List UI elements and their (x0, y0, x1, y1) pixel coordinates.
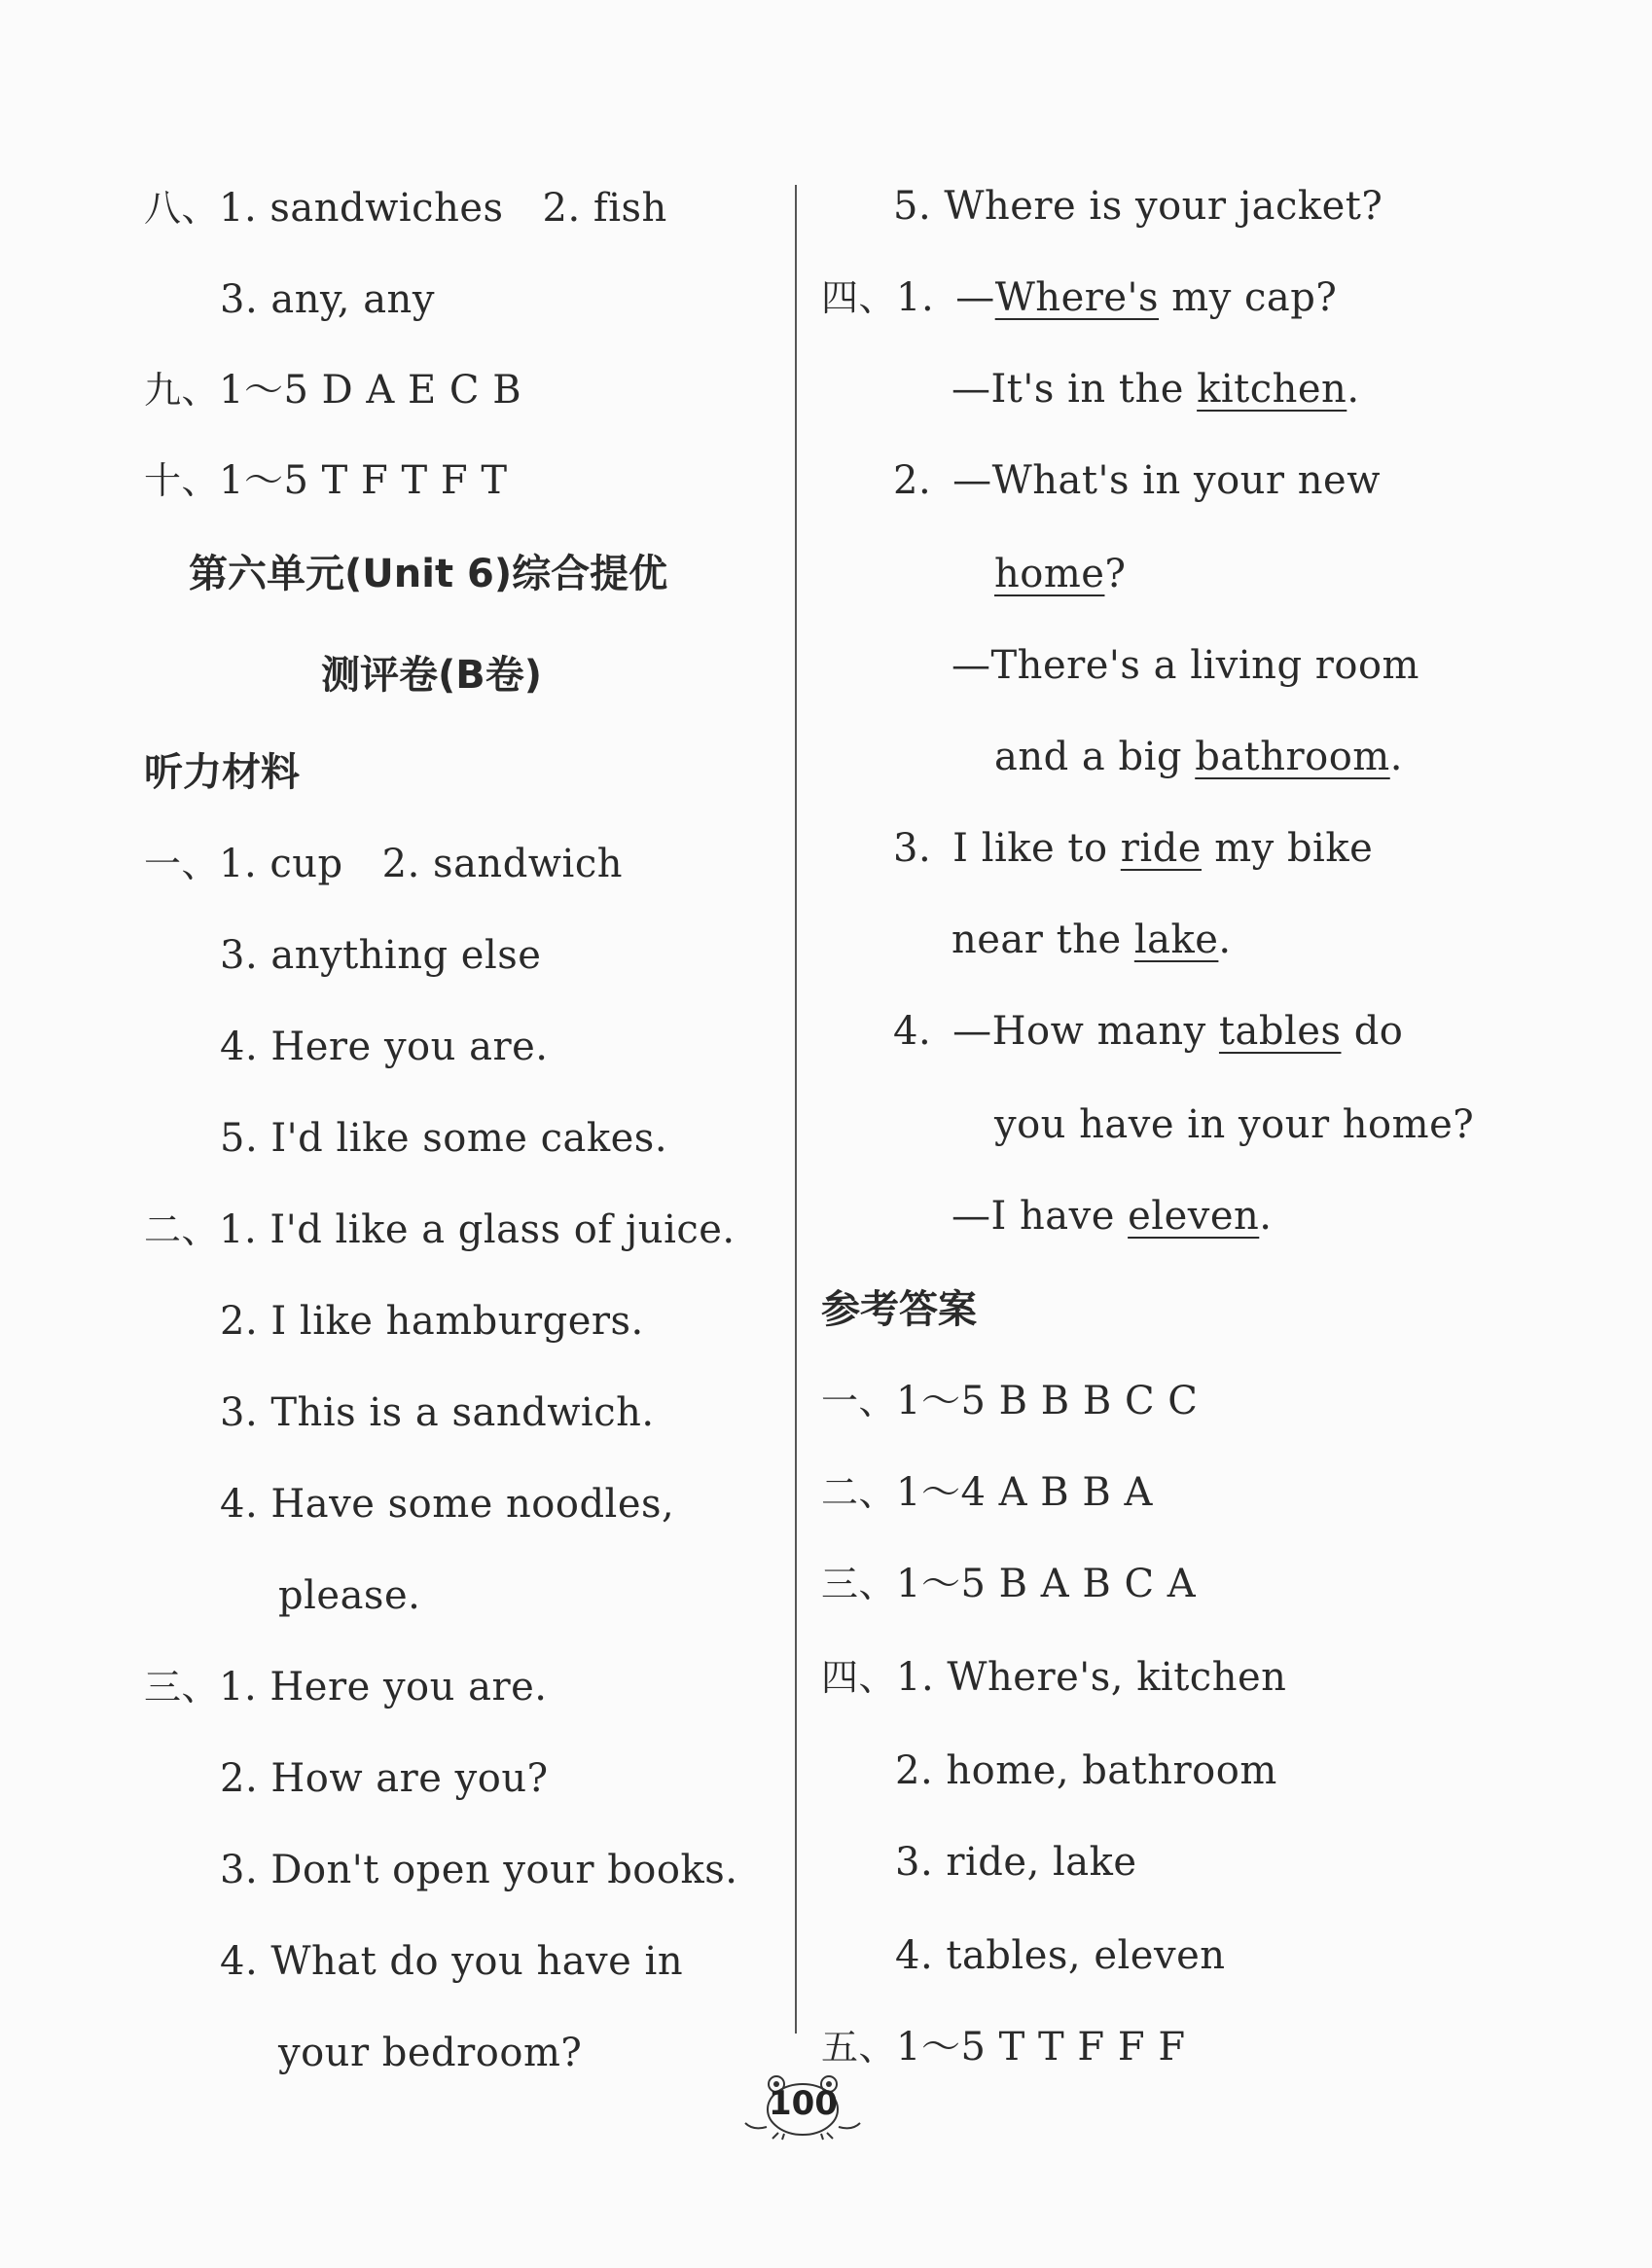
listening-1-q3: 3. anything else (220, 933, 542, 978)
listening-4-q2b (994, 551, 1126, 597)
q4c-pre: —I have (952, 1194, 1129, 1239)
listening-4-tag: 四、 (821, 276, 897, 319)
answer-3-row (821, 1561, 1196, 1607)
section-8-row1 (144, 185, 667, 232)
section-9-tag: 九、 (144, 369, 220, 412)
answer-5-row (821, 2024, 1186, 2070)
listening-2-q4b: please. (278, 1573, 421, 1618)
listening-1-tag: 一、 (144, 843, 220, 885)
q2a-text: —What's in your new (952, 458, 1381, 503)
answer-4-q2: 2. home, bathroom (895, 1748, 1277, 1793)
answer-4-tag: 四、 (821, 1656, 897, 1699)
section-8-q3: 3. any, any (220, 277, 435, 322)
listening-2-q1: 1. I'd like a glass of juice. (219, 1207, 736, 1252)
listening-4-q1-num: 1. (896, 275, 935, 320)
q1a-rest: my cap? (1159, 275, 1338, 320)
answer-4-q4: 4. tables, eleven (895, 1933, 1226, 1978)
q3a-post: my bike (1201, 826, 1374, 871)
listening-1-q4: 4. Here you are. (220, 1025, 549, 1069)
answer-5-text: 1～5 T T F F F (896, 2025, 1186, 2070)
listening-heading: 听力材料 (144, 750, 300, 795)
answer-1-text: 1～5 B B B C C (896, 1379, 1199, 1423)
listening-3-row1 (144, 1664, 547, 1710)
answer-1-tag: 一、 (821, 1380, 897, 1422)
listening-3-q4a: 4. What do you have in (220, 1939, 684, 1984)
section-9-answers: 1～5 D A E C B (219, 368, 522, 413)
listening-2-row1 (144, 1206, 736, 1253)
listening-4-q4-num: 4. (893, 1009, 932, 1054)
answer-4-q1: 1. Where's, kitchen (896, 1655, 1287, 1700)
section-8-q1: 1. sandwiches (219, 186, 504, 231)
listening-3-q2: 2. How are you? (220, 1756, 549, 1801)
answer-2-text: 1～4 A B B A (896, 1470, 1153, 1515)
q2d-pre: and a big (994, 735, 1196, 779)
listening-3-q5: 5. Where is your jacket? (893, 184, 1383, 229)
unit-title-line1: 第六单元(Unit 6)综合提优 (189, 552, 668, 596)
listening-4-q2d (994, 734, 1403, 780)
listening-1-q1: 1. cup (219, 842, 343, 886)
section-10-tag: 十、 (144, 459, 220, 502)
q2b-post: ? (1104, 552, 1127, 596)
listening-2-q2: 2. I like hamburgers. (220, 1299, 644, 1344)
listening-4-q4a (893, 1008, 1403, 1055)
listening-4-q1a (821, 274, 1337, 321)
q3a-pre: I like to (952, 826, 1121, 871)
listening-4-q2-num: 2. (893, 458, 932, 503)
unit-title-line2: 测评卷(B卷) (321, 653, 543, 698)
section-8-q2: 2. fish (542, 186, 667, 231)
q1b-pre: —It's in the (952, 367, 1198, 412)
blank-home: home (994, 552, 1105, 596)
answers-heading: 参考答案 (821, 1287, 977, 1332)
page-number-badge (739, 2072, 866, 2141)
section-9-row (144, 367, 521, 414)
listening-1-q2: 2. sandwich (381, 842, 623, 886)
answer-5-tag: 五、 (821, 2026, 897, 2069)
blank-ride: ride (1120, 826, 1202, 871)
listening-1-q5: 5. I'd like some cakes. (220, 1116, 668, 1161)
answer-4-q3: 3. ride, lake (895, 1840, 1137, 1885)
column-divider (795, 185, 797, 2034)
listening-3-q1: 1. Here you are. (219, 1665, 548, 1710)
section-10-row (144, 457, 508, 504)
listening-4-q1b (952, 366, 1360, 413)
listening-1-row1 (144, 841, 623, 887)
dash: — (955, 275, 995, 320)
answer-4-row1 (821, 1654, 1286, 1701)
blank-wheres: Where's (994, 275, 1160, 320)
listening-3-tag: 三、 (144, 1666, 220, 1709)
q4a-pre: —How many (952, 1009, 1219, 1054)
answer-2-row (821, 1469, 1153, 1516)
listening-2-tag: 二、 (144, 1208, 220, 1251)
q1b-post: . (1347, 367, 1360, 412)
listening-4-q3-num: 3. (893, 826, 932, 871)
answer-1-row (821, 1378, 1198, 1424)
listening-4-q4b: you have in your home? (994, 1102, 1475, 1147)
page-number: 100 (769, 2084, 838, 2123)
answer-3-text: 1～5 B A B C A (896, 1562, 1197, 1606)
listening-2-q3: 3. This is a sandwich. (220, 1390, 655, 1435)
listening-3-q3: 3. Don't open your books. (220, 1848, 738, 1892)
blank-bathroom: bathroom (1195, 735, 1390, 779)
blank-kitchen: kitchen (1197, 367, 1347, 412)
listening-4-q3a (893, 825, 1373, 872)
listening-4-q2a (893, 457, 1381, 504)
listening-2-q4a: 4. Have some noodles, (220, 1482, 675, 1527)
q3b-pre: near the (952, 918, 1134, 962)
blank-lake: lake (1133, 918, 1219, 962)
listening-4-q2c: —There's a living room (952, 643, 1419, 688)
q3b-post: . (1218, 918, 1232, 962)
answer-2-tag: 二、 (821, 1471, 897, 1514)
q2d-post: . (1389, 735, 1403, 779)
listening-3-q4b: your bedroom? (278, 2031, 583, 2075)
blank-eleven: eleven (1128, 1194, 1260, 1239)
section-10-answers: 1～5 T F T F T (219, 458, 508, 503)
listening-4-q3b (952, 917, 1232, 963)
q4a-post: do (1341, 1009, 1404, 1054)
blank-tables: tables (1218, 1009, 1342, 1054)
section-8-tag: 八、 (144, 187, 220, 230)
q4c-post: . (1259, 1194, 1273, 1239)
listening-4-q4c (952, 1193, 1273, 1240)
answer-3-tag: 三、 (821, 1563, 897, 1605)
